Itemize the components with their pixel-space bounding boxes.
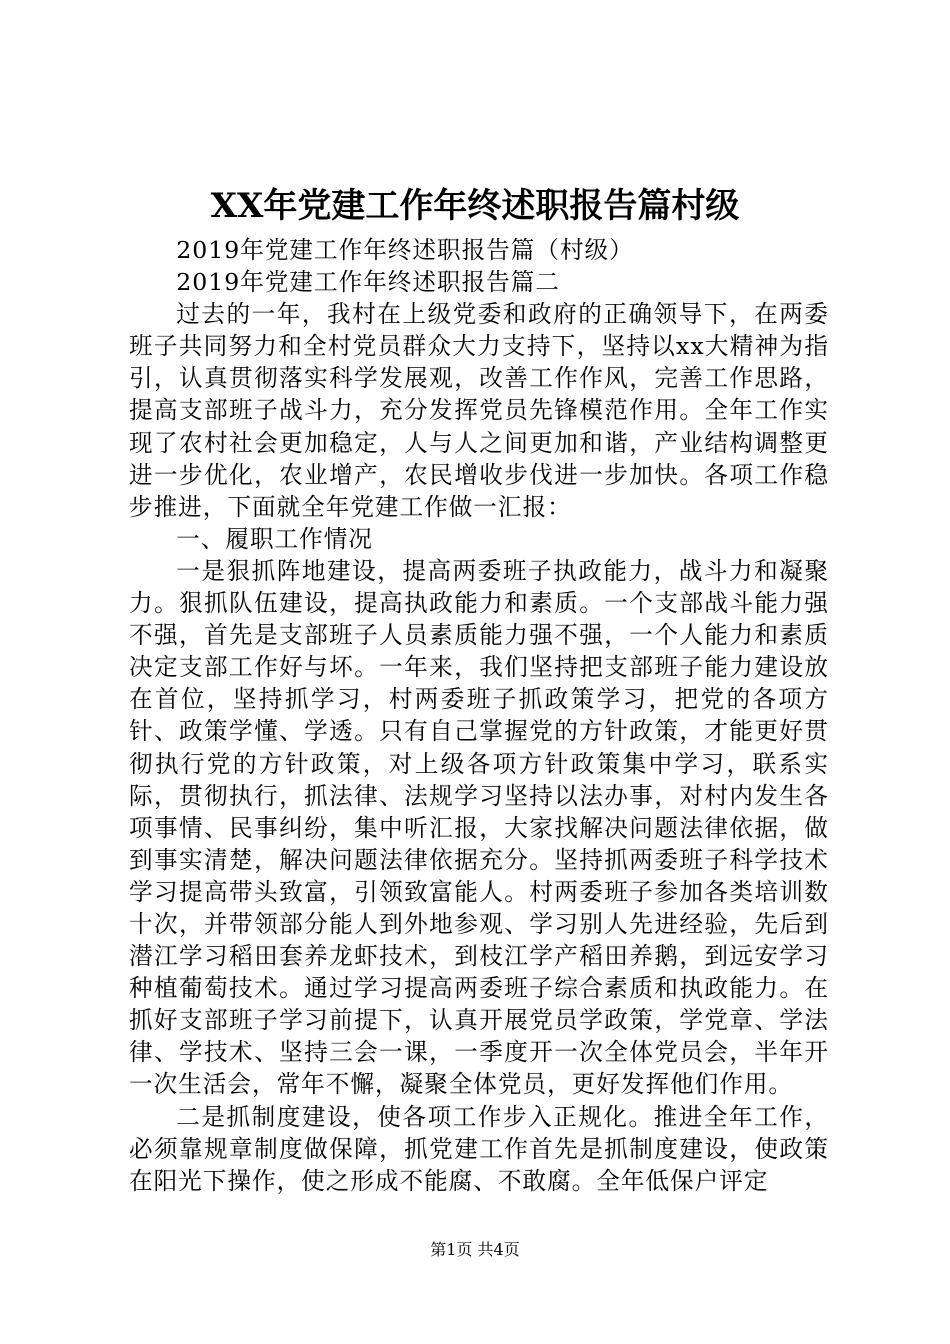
document-body (129, 234, 829, 1197)
paragraph: 一是狠抓阵地建设，提高两委班子执政能力，战斗力和凝聚力。狠抓队伍建设，提高执政能力和素质。一个支部战斗能力强不强，首先是支部班子人员素质能力强不强，一个人能力和素质决定支部工作好与坏。一年来，我们坚持把支部班子能力建设放在首位，坚持抓学习，村两委班子抓政策学习，把党的各项方针、政策学懂、学透。只有自己掌握党的方针政策，才能更好贯彻执行党的方针政策，对上级各项方针政策集中学习，联系实际，贯彻执行，抓法律、法规学习坚持以法办事，对村内发生各项事情、民事纠纷，集中听汇报，大家找解决问题法律依据，做到事实清楚，解决问题法律依据充分。坚持抓两委班子科学技术学习提高带头致富，引领致富能人。村两委班子参加各类培训数十次，并带领部分能人到外地参观、学习别人先进经验，先后到潜江学习稻田套养龙虾技术，到枝江学产稻田养鹅，到远安学习种植葡萄技术。通过学习提高两委班子综合素质和执政能力。在抓好支部班子学习前提下，认真开展党员学政策，学党章、学法律、学技术、坚持三会一课，一季度开一次全体党员会，半年开一次生活会，常年不懈，凝聚全体党员，更好发挥他们作用。 (129, 556, 829, 1099)
paragraph: 2019年党建工作年终述职报告篇二 (176, 268, 560, 297)
document-title: XX年党建工作年终述职报告篇村级 (210, 186, 740, 226)
page-footer: 第1页 共4页 (430, 1240, 520, 1259)
paragraph: 二是抓制度建设，使各项工作步入正规化。推进全年工作，必须靠规章制度做保障，抓党建工作首先是抓制度建设，使政策在阳光下操作，使之形成不能腐、不敢腐。全年低保户评定 (129, 1102, 829, 1195)
paragraph: 2019年党建工作年终述职报告篇（村级） (176, 236, 634, 264)
paragraph: 过去的一年，我村在上级党委和政府的正确领导下，在两委班子共同努力和全村党员群众大力支持下，坚持以xx大精神为指引，认真贯彻落实科学发展观，改善工作作风，完善工作思路，提高支部班子战斗力，充分发挥党员先锋模范作用。全年工作实现了农村社会更加稳定，人与人之间更加和谐，产业结构调整更进一步优化，农业增产，农民增收步伐进一步加快。各项工作稳步推进，下面就全年党建工作做一汇报： (129, 300, 829, 521)
section-heading: 一、履职工作情况 (176, 524, 373, 553)
